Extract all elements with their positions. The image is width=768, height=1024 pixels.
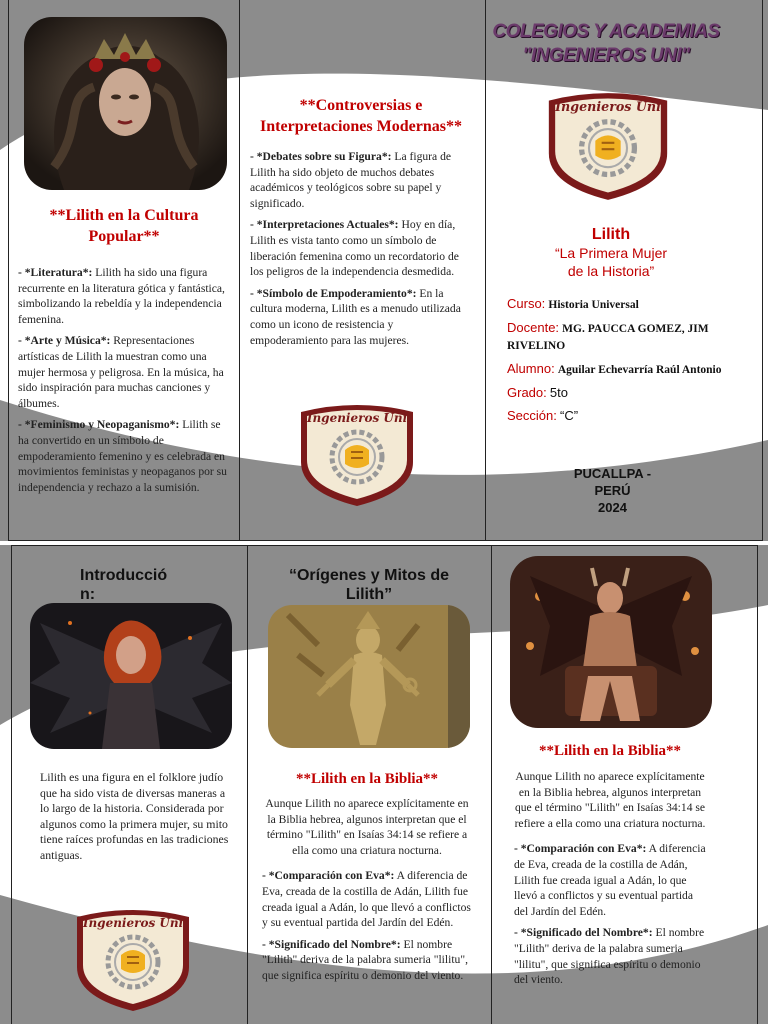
list-item: - *Comparación con Eva*: A diferencia de Eva, creada de la costilla de Adán, Lilith fue creada igual a Adán, lo que llevó a conflictos y su eventual partida del Jardín del Edén. (262, 869, 471, 930)
cover-title-block (495, 225, 727, 280)
cover-subtitle: “La Primera Mujer de la Historia” (554, 245, 668, 279)
fold-line (485, 0, 486, 541)
fold-line (239, 0, 240, 541)
origins-lead: Aunque Lilith no aparece explícitamente en la Biblia hebrea, algunos interpretan que el término "Lilith" en Isaías 34:14 se refiere a ella como una criatura nocturna. (265, 797, 469, 857)
fold-line (762, 0, 763, 541)
fold-line (491, 545, 492, 1024)
origins-title: “Orígenes y Mitos de Lilith” (288, 567, 450, 603)
fold-line (757, 545, 758, 1024)
panel-controversies-title: **Controversias e Interpretaciones Modernas** (260, 97, 462, 135)
svg-text:Ingenieros Uni: Ingenieros Uni (82, 916, 184, 930)
brochure-inner-side (0, 545, 768, 1024)
cover-info (507, 296, 729, 431)
origins-section-title: **Lilith en la Biblia** (295, 771, 439, 787)
panel-popular-title: **Lilith en la Cultura Popular** (49, 207, 199, 245)
list-item: - *Arte y Música*: Representaciones artísticas de Lilith la muestran como una mujer hermosa y peligrosa. En la música, ha sido inspiración para muchas canciones y álbumes. (18, 334, 224, 410)
svg-text:Ingenieros Uni: Ingenieros Uni (555, 99, 661, 115)
school-title (492, 20, 720, 68)
list-item: - *Significado del Nombre*: El nombre "Lilith" deriva de la palabra sumeria "lilitu", que significa espíritu o demonio del viento. (514, 926, 705, 987)
enthroned-lilith-image (510, 556, 712, 728)
cover-title: Lilith (591, 226, 631, 243)
panel-popular-culture (18, 205, 230, 501)
winged-lilith-image (30, 603, 232, 749)
list-item: - *Debates sobre su Figura*: La figura de Lilith ha sido objeto de muchos debates académicos y teológicos sobre su papel y significado. (250, 150, 452, 210)
ancient-relief-image (268, 605, 470, 748)
list-item: - *Literatura*: Lilith ha sido una figura recurrente en la literatura gótica y fantástica, simbolizando la rebeldía y la independencia femenina. (18, 266, 225, 326)
school-logo (543, 90, 673, 207)
cover-field-student: Alumno: Aguilar Echevarría Raúl Antonio (507, 361, 722, 376)
panel-origins (262, 769, 472, 990)
sheet-border (8, 540, 762, 541)
panel-bible (514, 741, 706, 994)
fold-line (8, 0, 9, 541)
list-item: - *Comparación con Eva*: A diferencia de Eva, creada de la costilla de Adán, Lilith fue creada igual a Adán, lo que llevó a conflictos y su eventual partida del Jardín del Edén. (514, 842, 706, 918)
list-item: - *Significado del Nombre*: El nombre "Lilith" deriva de la palabra sumeria "lilitu", que significa espíritu o demonio del viento. (262, 937, 468, 982)
panel-controversies (250, 95, 472, 354)
cover-field-teacher: Docente: MG. PAUCCA GOMEZ, JIM RIVELINO (507, 320, 709, 352)
sheet-border (11, 545, 757, 546)
cover-field-course: Curso: Historia Universal (507, 296, 639, 311)
school-logo (73, 907, 193, 1018)
list-item: - *Feminismo y Neopaganismo*: Lilith se ha convertido en un símbolo de empoderamiento femenino y es celebrada en movimientos feministas y neopaganos por su independencia y rechazo a la sumisión. (18, 418, 227, 494)
list-item: - *Interpretaciones Actuales*: Hoy en día, Lilith es vista tanto como un símbolo de liberación femenina como un recordatorio de los peligros de la independencia desmedida. (250, 218, 459, 279)
fold-line (247, 545, 248, 1024)
fold-line (11, 545, 12, 1024)
list-item: - *Símbolo de Empoderamiento*: En la cultura moderna, Lilith es a menudo utilizada como un icono de resistencia y empoderamiento para las mujeres. (250, 286, 461, 347)
bible-section-title: **Lilith en la Biblia** (538, 743, 682, 759)
intro-title: Introducció n: (80, 567, 168, 603)
intro-body: Lilith es una figura en el folklore judío que ha sido vista de diversas maneras a lo largo de la historia. Considerada por algunos como la primera mujer, su mito tiene raíces profundas en las tradiciones antiguas. (40, 770, 229, 862)
svg-text:Ingenieros Uni: Ingenieros Uni (306, 411, 408, 425)
cover-field-grade: Grado: 5to (507, 385, 568, 400)
school-name: COLEGIOS Y ACADEMIAS "INGENIEROS UNI" (492, 21, 720, 66)
lilith-portrait-image (24, 17, 227, 190)
cover-field-section: Sección: “C” (507, 408, 579, 423)
bible-lead: Aunque Lilith no aparece explícitamente en la Biblia hebrea, algunos interpretan que el término "Lilith" en Isaías 34:14 se refiere a ella como una criatura nocturna. (514, 770, 706, 830)
school-logo (297, 402, 417, 513)
cover-place: PUCALLPA - PERÚ 2024 (573, 466, 652, 515)
